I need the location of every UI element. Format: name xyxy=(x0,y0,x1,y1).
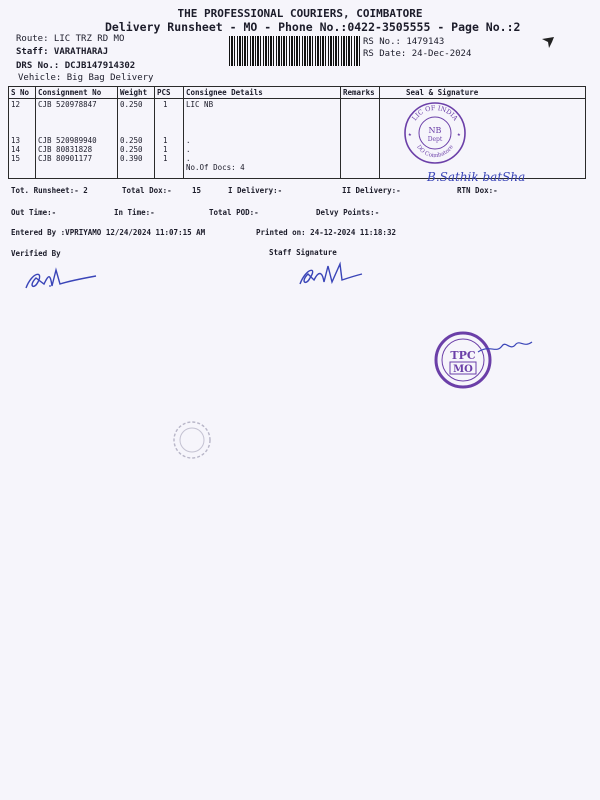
remarks-cell xyxy=(341,99,380,179)
tot-runsheet: Tot. Runsheet:- 2 xyxy=(11,186,88,195)
total-pod: Total POD:- xyxy=(209,208,259,217)
out-time: Out Time:- xyxy=(11,208,57,217)
lic-stamp-top-text: LIC OF INDIA xyxy=(410,103,460,123)
col-seal-signature: Seal & Signature xyxy=(380,87,586,99)
in-time: In Time:- xyxy=(114,208,155,217)
lic-seal-stamp xyxy=(402,100,468,166)
table-header-row xyxy=(9,87,586,99)
weight-cell: 0.250 0.250 0.250 0.390 xyxy=(118,99,155,179)
lic-stamp-nb: NB xyxy=(428,126,442,135)
verified-by-label: Verified By xyxy=(11,249,61,258)
staff-signature-label: Staff Signature xyxy=(269,248,337,257)
rs-number: RS No.: 1479143 xyxy=(363,37,445,47)
col-consignee: Consignee Details xyxy=(184,87,341,99)
no-of-docs: No.Of Docs: 4 xyxy=(186,163,245,172)
col-weight: Weight xyxy=(118,87,155,99)
ink-mark xyxy=(540,36,558,50)
consignee-cell: LIC NB . . . No.Of Docs: 4 xyxy=(184,99,341,179)
i-delivery: I Delivery:- xyxy=(228,186,283,195)
pcs-cell: 1 1 1 1 xyxy=(155,99,184,179)
receiver-handwritten-signature xyxy=(425,166,575,188)
lic-stamp-dept: Dept xyxy=(427,136,443,143)
delvy-points: Delvy Points:- xyxy=(316,208,380,217)
drs-number: DRS No.: DCJB147914302 xyxy=(16,61,136,71)
entered-by: Entered By :VPRIYAMO 12/24/2024 11:07:15 AM xyxy=(11,228,206,237)
svg-text:LIC OF INDIA xyxy=(410,104,459,123)
faint-stamp-impression xyxy=(170,418,214,462)
staff-signature xyxy=(296,260,366,292)
runsheet-subtitle: Delivery Runsheet - MO - Phone No.:0422-3505555 - Page No.:2 xyxy=(105,20,521,34)
company-title: THE PROFESSIONAL COURIERS, COIMBATORE xyxy=(177,7,423,20)
barcode-image xyxy=(229,36,360,66)
col-consignment: Consignment No xyxy=(36,87,118,99)
tpc-mo-stamp xyxy=(430,330,540,390)
svg-text:B.Sathik batSha: B.Sathik batSha xyxy=(427,170,526,184)
route-label: Route: LIC TRZ RD MO xyxy=(16,34,125,44)
staff-label: Staff: VARATHARAJ xyxy=(16,47,109,57)
svg-text:DO Coimbatore xyxy=(415,144,455,159)
verified-signature xyxy=(22,262,102,296)
col-pcs: PCS xyxy=(155,87,184,99)
tpc-stamp-text: TPC xyxy=(450,349,476,362)
rs-date: RS Date: 24-Dec-2024 xyxy=(363,49,472,59)
col-remarks: Remarks xyxy=(341,87,380,99)
printed-on: Printed on: 24-12-2024 11:18:32 xyxy=(256,228,396,237)
sno-cell: 12 13 14 15 xyxy=(9,99,36,179)
tpc-stamp-mo: MO xyxy=(453,364,473,375)
star-icon: ★ xyxy=(457,131,461,138)
col-sno: S No xyxy=(9,87,36,99)
consignment-cell: CJB 520978847 CJB 520989940 CJB 80831828 CJB 80901177 xyxy=(36,99,118,179)
lic-stamp-bottom-text: DO Coimbatore xyxy=(415,144,455,160)
vehicle-label: Vehicle: Big Bag Delivery xyxy=(18,73,154,83)
ii-delivery: II Delivery:- xyxy=(342,186,401,195)
total-dox-label: Total Dox:- xyxy=(122,186,172,195)
star-icon: ★ xyxy=(408,131,412,138)
rtn-dox: RTN Dox:- xyxy=(457,186,498,195)
total-dox-value: 15 xyxy=(192,186,202,195)
